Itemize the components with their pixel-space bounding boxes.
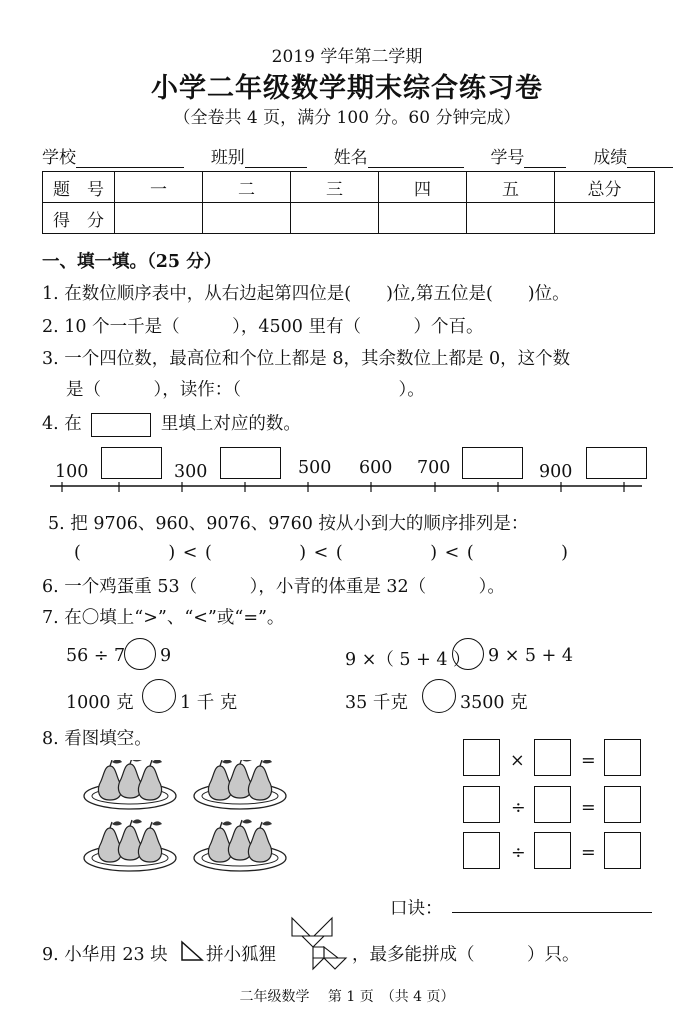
term-label: 2019 学年第二学期 — [271, 47, 423, 67]
score-blank[interactable] — [627, 151, 673, 168]
question-9-pre: 9. 小华用 23 块 — [42, 945, 168, 965]
score-table-cell: 二 — [203, 172, 291, 203]
info-line — [42, 143, 673, 168]
class-label: 班别 — [210, 148, 245, 168]
koujue-label: 口诀： — [390, 899, 443, 919]
name-label: 姓名 — [333, 148, 368, 168]
equation-box[interactable] — [534, 786, 571, 823]
question-8: 8. 看图填空。 — [42, 729, 152, 749]
equation-box[interactable] — [463, 739, 500, 776]
compare-d-right: 3500 克 — [460, 693, 528, 713]
score-table-cell: 总分 — [555, 172, 655, 203]
compare-circle[interactable] — [452, 638, 484, 670]
number-line-answer-box[interactable] — [586, 447, 647, 479]
operator-sign: = — [581, 843, 596, 863]
score-input-cell[interactable] — [291, 203, 379, 234]
school-blank[interactable] — [76, 151, 184, 168]
page-subtitle: （全卷共 4 页，满分 100 分。60 分钟完成） — [173, 108, 521, 128]
score-table-cell: 四 — [379, 172, 467, 203]
tick-label: 100 — [55, 462, 89, 482]
equation-box[interactable] — [534, 739, 571, 776]
number-line-answer-box[interactable] — [220, 447, 281, 479]
score-input-cell[interactable] — [203, 203, 291, 234]
school-label: 学校 — [42, 148, 76, 168]
pears-on-plates-image — [80, 760, 310, 890]
operator-sign: × — [510, 751, 525, 771]
question-4-pre: 4. 在 — [42, 414, 82, 434]
question-3-line2: 是（ ），读作：（ ）。 — [66, 380, 425, 400]
score-table-score-row — [43, 203, 655, 234]
operator-sign: ÷ — [511, 843, 526, 863]
score-input-cell[interactable] — [115, 203, 203, 234]
answer-box-sample — [91, 413, 151, 437]
operator-sign: = — [581, 751, 596, 771]
page-footer: 二年级数学 第 1 页 （共 4 页） — [239, 989, 455, 1005]
score-table-cell: 三 — [291, 172, 379, 203]
question-4 — [42, 410, 301, 437]
name-blank[interactable] — [368, 151, 464, 168]
question-2: 2. 10 个一千是（ ），4500 里有（ ）个百。 — [42, 317, 484, 337]
compare-b-right: 9 × 5 + 4 — [488, 646, 573, 666]
compare-c-right: 1 千 克 — [180, 693, 238, 713]
score-table-cell: 一 — [115, 172, 203, 203]
score-input-cell[interactable] — [555, 203, 655, 234]
tick-label: 300 — [174, 462, 208, 482]
question-5: 5. 把 9706、960、9076、9760 按从小到大的顺序排列是： — [48, 514, 529, 534]
equation-box[interactable] — [463, 786, 500, 823]
score-table-cell: 得 分 — [43, 203, 115, 234]
equation-box[interactable] — [534, 832, 571, 869]
compare-circle[interactable] — [422, 679, 456, 713]
score-table — [42, 171, 655, 234]
question-9-mid: 拼小狐狸 — [206, 945, 276, 965]
score-input-cell[interactable] — [379, 203, 467, 234]
score-table-header-row — [43, 172, 655, 203]
compare-circle[interactable] — [124, 638, 156, 670]
compare-circle[interactable] — [142, 679, 176, 713]
student-no-label: 学号 — [490, 148, 525, 168]
equation-box[interactable] — [604, 832, 641, 869]
question-5-answers: ( ) < ( ) < ( ) < ( ) — [74, 543, 568, 563]
question-3-line1: 3. 一个四位数，最高位和个位上都是 8，其余数位上都是 0，这个数 — [42, 349, 571, 369]
score-table-cell: 五 — [467, 172, 555, 203]
number-line-answer-box[interactable] — [462, 447, 523, 479]
tick-label: 500 — [298, 458, 332, 478]
question-9-post: ，最多能拼成（ ）只。 — [352, 945, 580, 965]
question-7: 7. 在〇填上“>”、“<”或“=”。 — [42, 608, 285, 628]
fox-tangram-icon — [290, 914, 350, 972]
question-1: 1. 在数位顺序表中，从右边起第四位是( )位,第五位是( )位。 — [42, 284, 570, 304]
tick-label: 600 — [359, 458, 393, 478]
operator-sign: = — [581, 798, 596, 818]
score-label: 成绩 — [593, 148, 628, 168]
koujue-blank[interactable] — [452, 912, 652, 913]
equation-box[interactable] — [463, 832, 500, 869]
compare-a-right: 9 — [160, 646, 172, 666]
compare-b-left: 9 ×（ 5 + 4 ） — [345, 650, 471, 670]
compare-a-left: 56 ÷ 7 — [66, 646, 126, 666]
question-6: 6. 一个鸡蛋重 53（ ），小青的体重是 32（ ）。 — [42, 577, 505, 597]
tick-label: 700 — [417, 458, 451, 478]
compare-d-left: 35 千克 — [345, 693, 408, 713]
triangle-tile-icon — [180, 940, 204, 962]
student-no-blank[interactable] — [524, 151, 566, 168]
compare-c-left: 1000 克 — [66, 693, 134, 713]
section-title: 一、填一填。（25 分） — [42, 252, 222, 272]
class-blank[interactable] — [245, 151, 307, 168]
question-4-post: 里填上对应的数。 — [160, 414, 301, 434]
score-input-cell[interactable] — [467, 203, 555, 234]
tick-label: 900 — [539, 462, 573, 482]
equation-box[interactable] — [604, 739, 641, 776]
operator-sign: ÷ — [511, 798, 526, 818]
equation-box[interactable] — [604, 786, 641, 823]
score-table-cell: 题 号 — [43, 172, 115, 203]
number-line-answer-box[interactable] — [101, 447, 162, 479]
page-title: 小学二年级数学期末综合练习卷 — [151, 73, 543, 104]
